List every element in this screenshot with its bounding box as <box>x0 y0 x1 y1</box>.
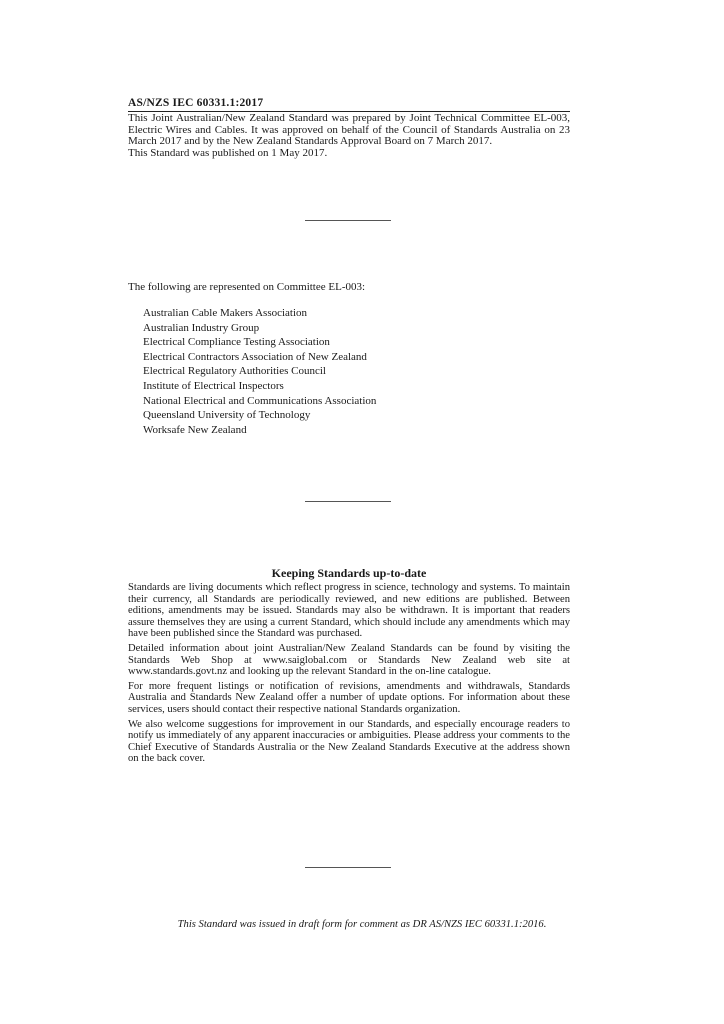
paragraph: For more frequent listings or notification of revisions, amendments and withdrawals, Standards Australia and Standards New Zealand offer a number of update options. For information about these services, users should contact their respective national Standards organization. <box>128 680 570 715</box>
committee-member: Queensland University of Technology <box>143 409 311 422</box>
committee-member: Worksafe New Zealand <box>143 423 247 436</box>
section-heading: Keeping Standards up-to-date <box>271 566 427 580</box>
divider <box>305 867 391 868</box>
paragraph: Detailed information about joint Australian/New Zealand Standards can be found by visiting the Standards Web Shop at www.saiglobal.com or Standards New Zealand web site at www.standards.govt.nz and looking up the relevant Standard in the on-line catalogue. <box>128 642 570 678</box>
standard-approval <box>128 113 570 159</box>
paragraph: Standards are living documents which reflect progress in science, technology and systems. To maintain their currency, all Standards are periodically reviewed, and new editions are published. Between editions, amendments may be issued. Standards may also be withdrawn. It is important that readers assure themselves they are using a current Standard, which should include any amendments which may have been published since the Standard was purchased. <box>128 582 570 640</box>
draft-note: This Standard was issued in draft form for comment as DR AS/NZS IEC 60331.1:2016. <box>177 919 547 930</box>
committee-member: National Electrical and Communications Association <box>143 394 377 407</box>
committee-member: Australian Industry Group <box>143 321 260 334</box>
committee-member: Electrical Regulatory Authorities Council <box>143 365 326 378</box>
divider <box>305 501 391 502</box>
standard-code: AS/NZS IEC 60331.1:2017 <box>128 96 570 112</box>
approval-text: This Joint Australian/New Zealand Standard was prepared by Joint Technical Committee EL-003, Electric Wires and Cables. It was approved on behalf of the Council of Standards Australia on 23 March 2017 and by the New Zealand Standards Approval Board on 7 March 2017. <box>128 112 570 148</box>
committee-member: Institute of Electrical Inspectors <box>143 379 284 392</box>
committee-member: Electrical Contractors Association of New Zealand <box>143 350 367 363</box>
divider <box>305 220 391 221</box>
standard-info <box>128 96 570 159</box>
publication-text: This Standard was published on 1 May 2017. <box>128 146 328 159</box>
committee-intro: The following are represented on Committee EL-003: <box>128 281 366 293</box>
paragraph: We also welcome suggestions for improvement in our Standards, and especially encourage readers to notify us immediately of any apparent inaccuracies or ambiguities. Please address your comments to the Chief Executive of Standards Australia or the New Zealand Standards Executive at the address shown on the back cover. <box>128 718 570 765</box>
keeping-up-to-date-section <box>128 566 570 768</box>
committee-member: Electrical Compliance Testing Association <box>143 336 330 349</box>
committee-member-list <box>143 306 376 437</box>
committee-member: Australian Cable Makers Association <box>143 307 308 319</box>
